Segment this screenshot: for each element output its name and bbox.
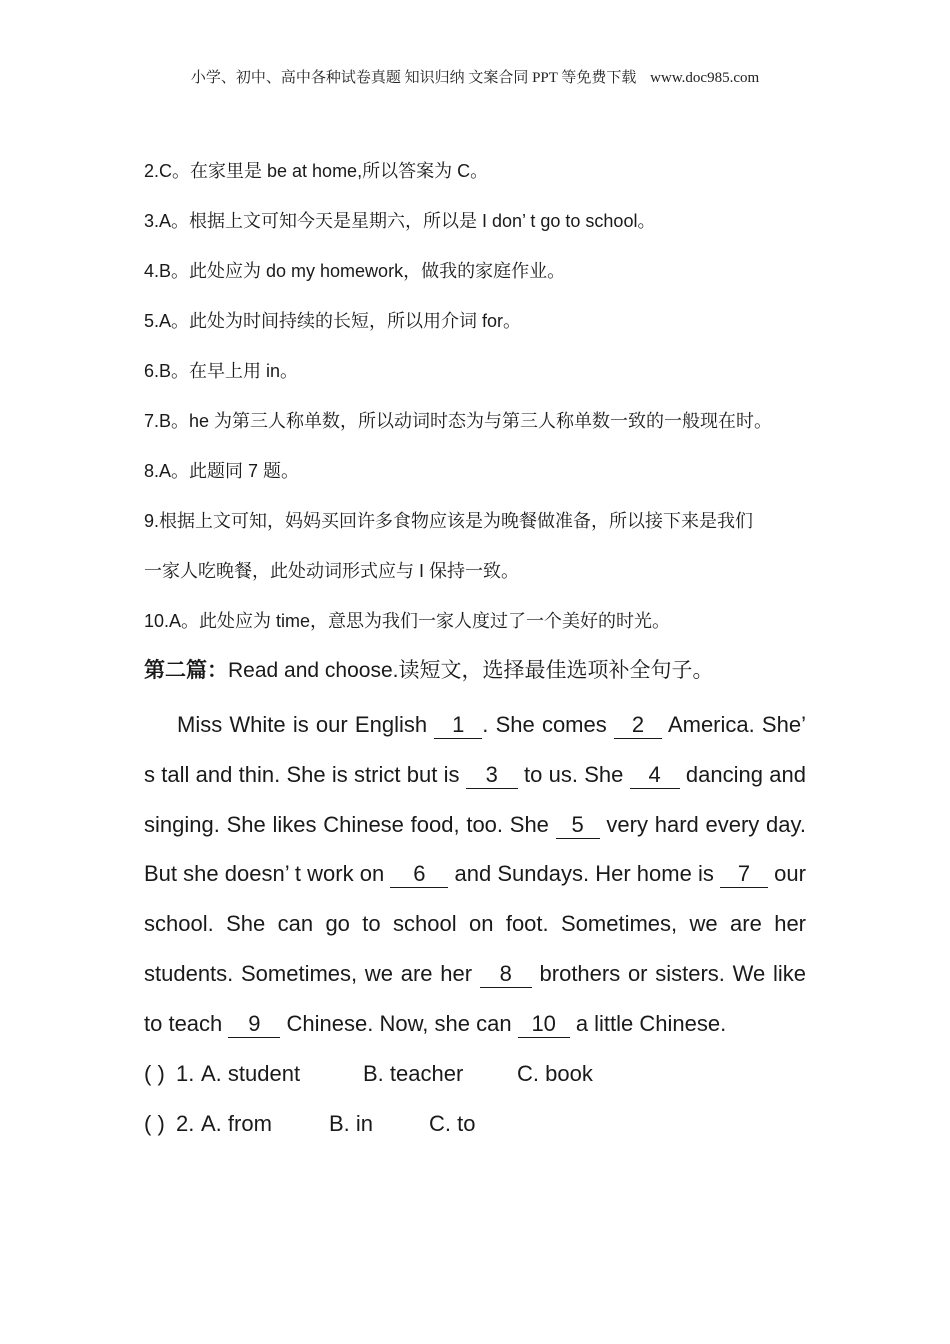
blank-7: 7	[720, 861, 768, 888]
answer-item: 2.C。在家里是 be at home,所以答案为 C。	[144, 161, 489, 181]
blank-10: 10	[518, 1011, 570, 1038]
section-label: 第二篇：	[144, 659, 228, 682]
section-title	[144, 650, 806, 700]
blank-2: 2	[614, 712, 662, 739]
answer-item-continued: 一家人吃晚餐，此处动词形式应与 I 保持一致。	[144, 561, 520, 581]
option-a: A. student	[201, 1060, 301, 1086]
answer-item: 10.A。此处应为 time，意思为我们一家人度过了一个美好的时光。	[144, 611, 671, 631]
answer-item: 7.B。he 为第三人称单数，所以动词时态为与第三人称单数一致的一般现在时。	[144, 411, 773, 431]
option-c: C. book	[517, 1060, 593, 1086]
question-number: 2.	[176, 1110, 195, 1136]
passage-text: a little Chinese.	[575, 1010, 727, 1036]
header-text: 小学、初中、高中各种试卷真题 知识归纳 文案合同 PPT 等免费下载	[190, 70, 637, 86]
answer-item: 9.根据上文可知，妈妈买回许多食物应该是为晚餐做准备，所以接下来是我们	[144, 511, 754, 531]
question-row	[144, 1049, 806, 1099]
option-b: B. teacher	[363, 1060, 464, 1086]
option-a: A. from	[201, 1110, 272, 1136]
passage-text: . She comes	[482, 712, 607, 737]
passage-text: our school. She can go to school on foot. Sometimes, we are her students. Sometimes, we are her	[144, 861, 806, 986]
section-instruction: Read and choose.读短文，选择最佳选项补全句子。	[228, 659, 714, 682]
passage-text: America. She’ s tall and thin. She is strict but is	[144, 712, 806, 787]
answer-parentheses: ( )	[144, 1060, 165, 1086]
passage-text: very hard every day. But she doesn’ t work on	[144, 811, 806, 887]
passage-text: Chinese. Now, she can	[286, 1010, 512, 1036]
answer-item: 5.A。此处为时间持续的长短，所以用介词 for。	[144, 311, 522, 331]
question-row	[144, 1099, 806, 1149]
page-header	[0, 66, 950, 87]
passage-text: brothers or sisters. We like to teach	[144, 960, 806, 1036]
blank-9: 9	[228, 1011, 280, 1038]
question-number: 1.	[176, 1060, 195, 1086]
answer-item: 6.B。在早上用 in。	[144, 361, 299, 381]
option-b: B. in	[329, 1110, 374, 1136]
passage-text: Miss White is our English	[177, 712, 428, 737]
blank-6: 6	[390, 861, 448, 888]
reading-passage	[144, 700, 806, 1049]
answer-parentheses: ( )	[144, 1110, 165, 1136]
answer-item: 3.A。根据上文可知今天是星期六，所以是 I don’ t go to school。	[144, 211, 656, 231]
header-url: www.doc985.com	[650, 70, 760, 86]
answer-item: 8.A。此题同 7 题。	[144, 461, 300, 481]
passage-text: and Sundays. Her home is	[454, 861, 714, 887]
document-body	[144, 150, 806, 1149]
answer-item: 4.B。此处应为 do my homework，做我的家庭作业。	[144, 261, 566, 281]
passage-text: to us. She	[524, 761, 624, 787]
passage-text: dancing and singing. She likes Chinese food, too. She	[144, 761, 806, 837]
blank-5: 5	[556, 812, 600, 839]
blank-1: 1	[434, 712, 482, 739]
blank-8: 8	[480, 961, 532, 988]
option-c: C. to	[429, 1110, 476, 1136]
blank-4: 4	[630, 762, 680, 789]
blank-3: 3	[466, 762, 518, 789]
